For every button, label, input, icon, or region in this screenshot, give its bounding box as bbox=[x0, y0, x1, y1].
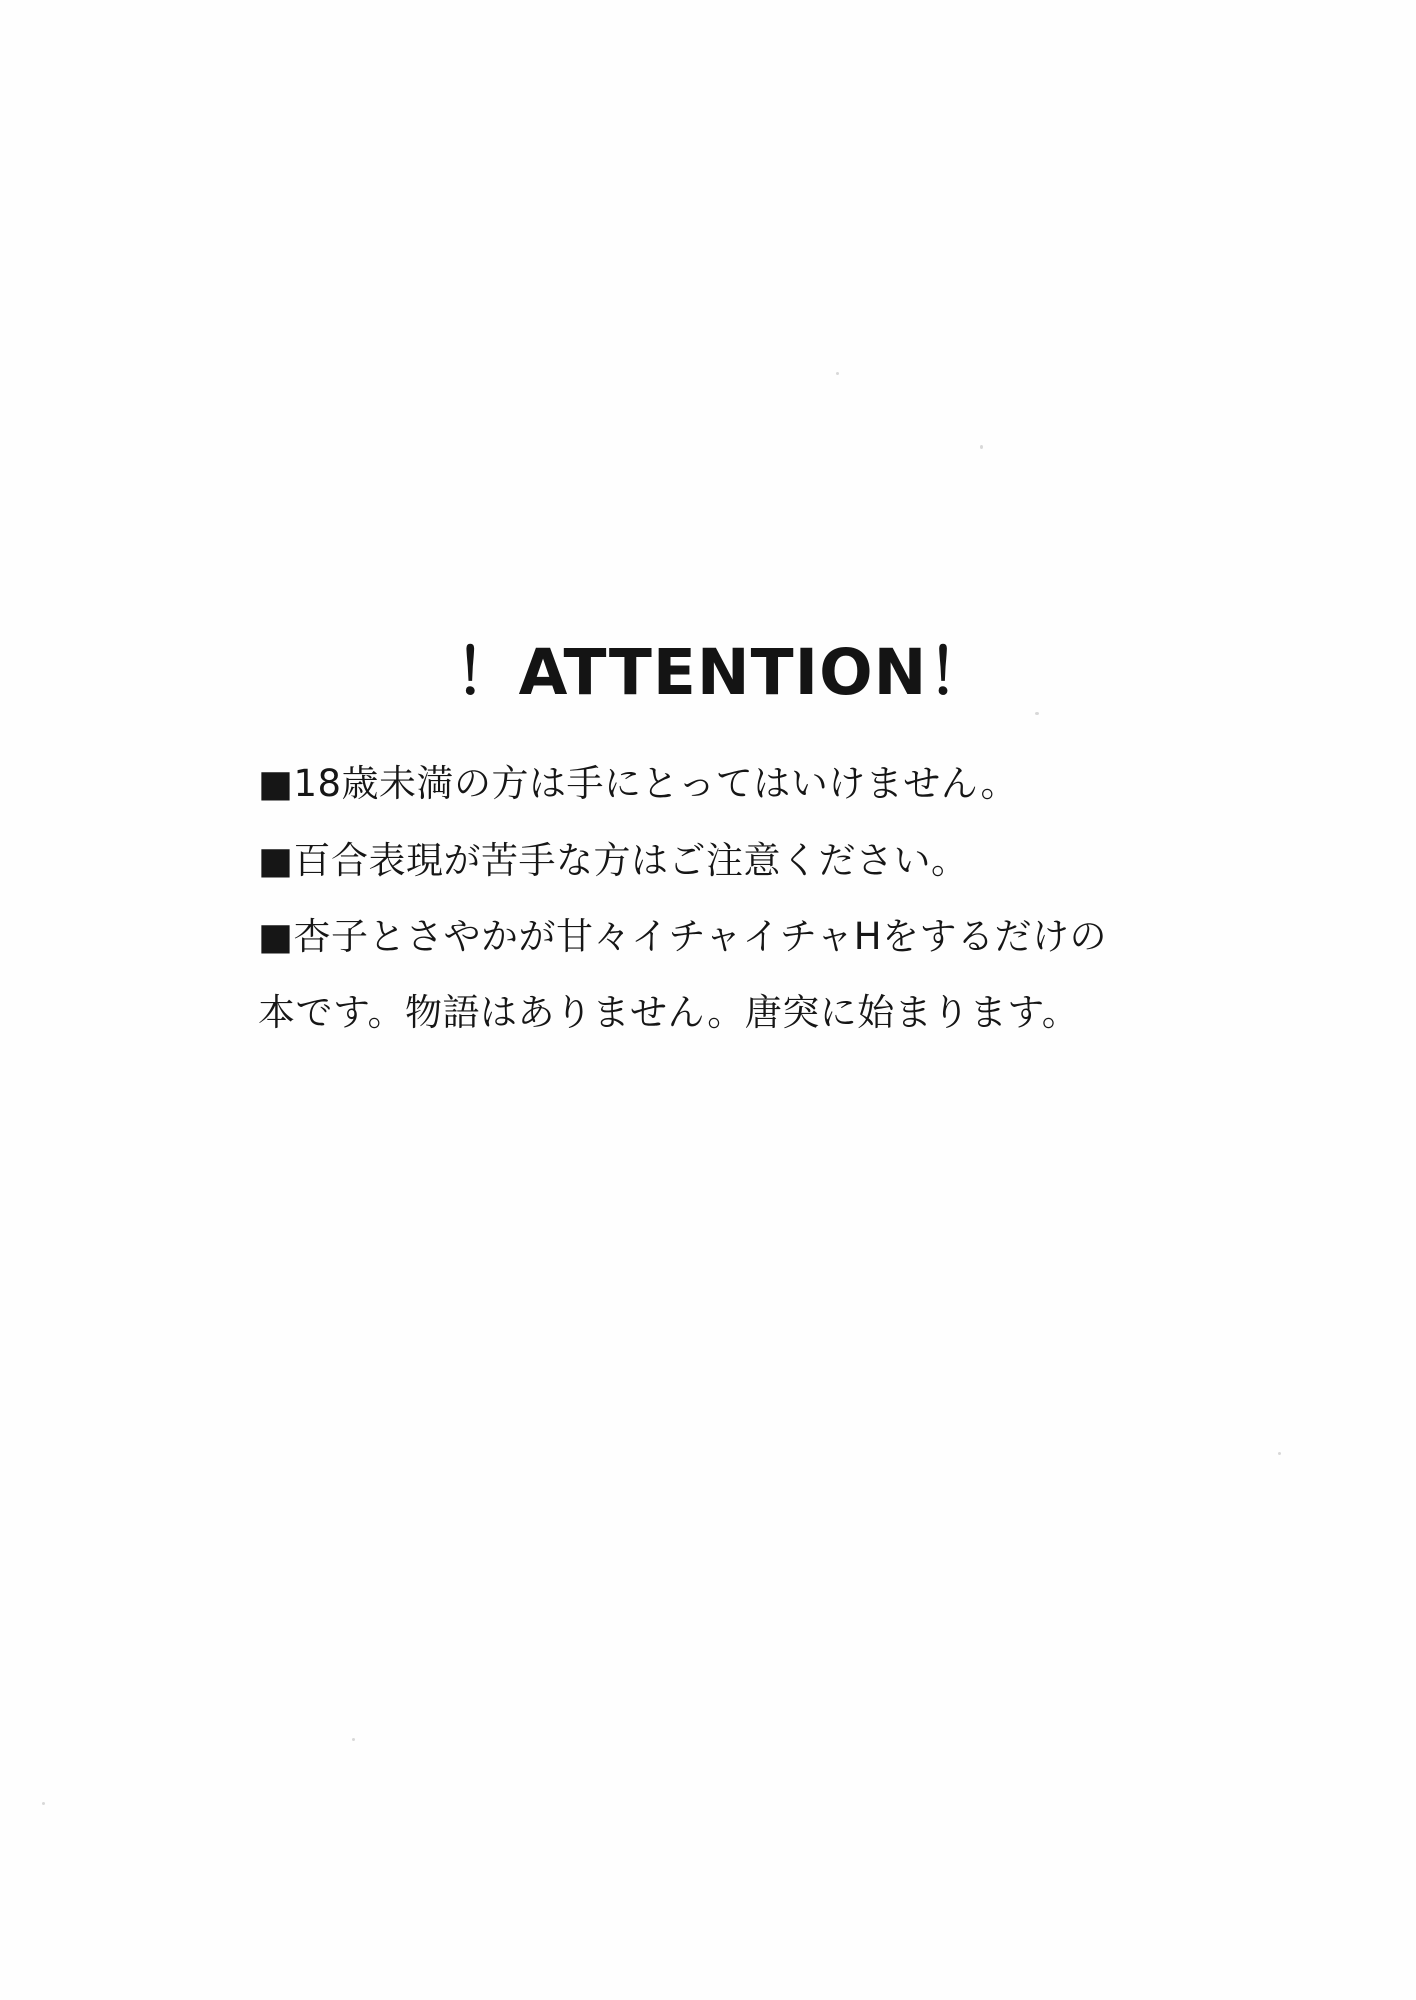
notice-line-synopsis-1: ■杏子とさやかが甘々イチャイチャHをするだけの bbox=[258, 915, 1108, 959]
notice-line-synopsis-2: 本です。物語はありません。唐突に始まります。 bbox=[258, 991, 1080, 1035]
paper-speck bbox=[352, 1738, 355, 1741]
notice-body bbox=[258, 750, 1188, 1048]
paper-speck bbox=[980, 445, 983, 449]
attention-notice bbox=[258, 636, 1188, 1048]
paper-speck bbox=[836, 372, 839, 375]
paper-speck bbox=[42, 1802, 45, 1805]
notice-line-age-restriction: ■18歳未満の方は手にとってはいけません。 bbox=[258, 762, 1019, 806]
paper-speck bbox=[1278, 1452, 1281, 1455]
notice-line-content-warning: ■百合表現が苦手な方はご注意ください。 bbox=[258, 838, 969, 882]
page-title: ！ATTENTION！ bbox=[454, 636, 992, 709]
